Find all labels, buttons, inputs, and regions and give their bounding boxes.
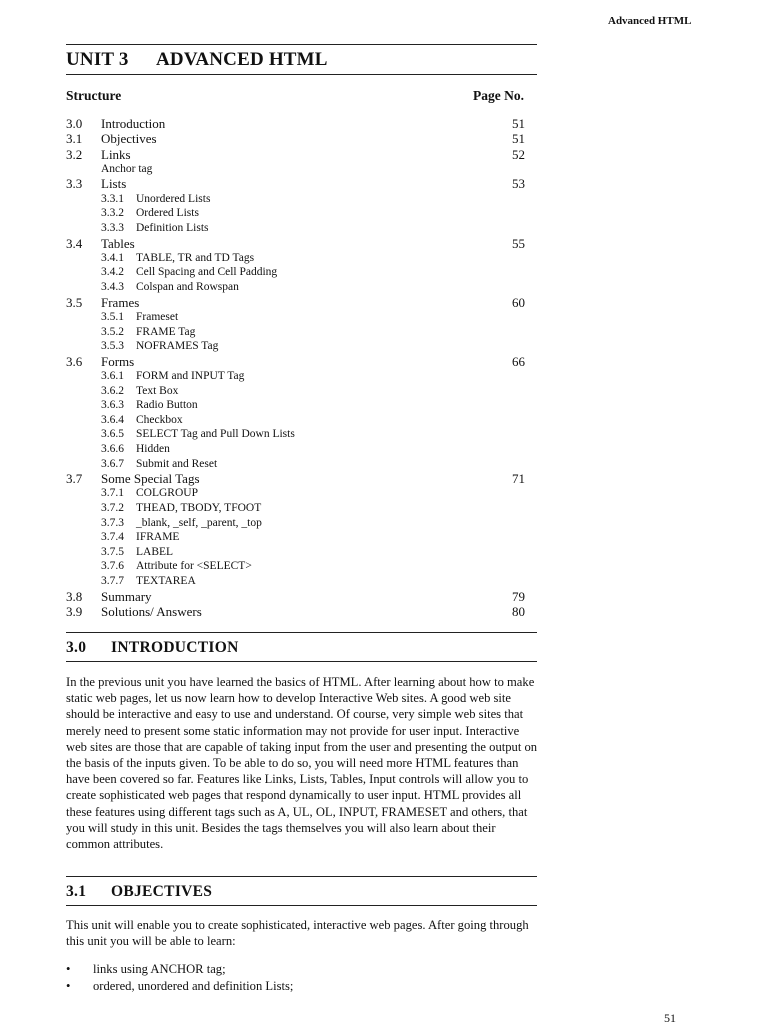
toc-entry-page: 60 [512,294,525,310]
toc-subentry-number: 3.3.2 [101,207,124,220]
toc-subentry-number: 3.6.1 [101,370,124,383]
toc-subentry [66,206,525,221]
toc-subentry-number: 3.4.1 [101,251,124,264]
section-number: 3.0 [66,639,87,656]
toc-entry-number: 3.8 [66,588,83,604]
objectives-paragraph: This unit will enable you to create sophisticated, interactive web pages. After going through this unit you will be able to learn: [66,918,529,949]
toc-subentry [66,457,525,472]
bullet-icon: • [66,962,71,976]
toc-entry-number: 3.0 [66,116,83,131]
unit-title [66,49,328,71]
toc-subentry-label: TABLE, TR and TD Tags [136,251,255,264]
unit-number: UNIT 3 [66,49,129,70]
divider [66,876,537,877]
toc-subentry-label: SELECT Tag and Pull Down Lists [136,428,295,441]
toc-subentry-label: Text Box [136,384,179,397]
toc-subentry-number: 3.7.5 [101,545,124,558]
toc-subentry-label: IFRAME [136,531,180,544]
running-header: Advanced HTML [608,15,692,27]
toc-entry-page: 52 [512,146,525,162]
toc-subentry-label: Submit and Reset [136,457,218,470]
toc-entry-label: Tables [101,235,135,251]
toc-entry [66,116,525,131]
toc-subentry-label: Ordered Lists [136,207,199,220]
toc-subentry [66,574,525,589]
toc-subentry [66,530,525,545]
divider [66,661,537,662]
structure-label: Structure [66,88,122,103]
toc-subentry-label: Frameset [136,310,179,323]
toc-entry-page: 51 [512,116,525,131]
page-number: 51 [664,1011,676,1025]
toc-subentry-number: 3.7.4 [101,531,124,544]
toc-entry-number: 3.7 [66,471,83,487]
toc-entry [66,236,525,251]
section-heading-objectives [66,883,212,901]
toc-entry-label: Solutions/ Answers [101,603,202,619]
toc-entry [66,604,525,619]
toc-subentry-label: LABEL [136,545,174,558]
toc-subentry-number: 3.6.4 [101,413,124,426]
toc-subentry-number: 3.7.1 [101,487,124,500]
section-number: 3.1 [66,883,87,900]
toc-subentry [66,192,525,207]
toc-subentry-label: FRAME Tag [136,325,196,338]
toc-subentry [66,413,525,428]
unit-name: ADVANCED HTML [156,49,328,70]
toc-subentry-label: Radio Button [136,399,198,412]
toc-subentry-number: 3.3.1 [101,192,124,205]
toc-subentry [66,339,525,354]
toc-subentry-number: 3.7.2 [101,502,124,515]
toc-subentry-label: Attribute for <SELECT> [136,560,252,573]
introduction-paragraph: In the previous unit you have learned the basics of HTML. After learning about how to make static web pages, let us now learn how to develop Interactive Web sites. A good web site should be interactive and easy to use and understand. Of course, very simple web sites that merely need to present some static information may not provide for user input. Interactive web sites are those that are capable of taking input from the user and presenting the output on the basis of the inputs given. To be able to do so, you will need more HTML features than have been covered so far. Features like Links, Lists, Tables, Input controls will allow you to create sophisticated web pages that respond dynamically to user input. HTML provides all these features using different tags such as A, UL, OL, INPUT, FRAMESET and others, that you will study in this unit. Besides the tags themselves you will also learn about their common attributes. [66,675,538,852]
divider [66,905,537,906]
divider [66,632,537,633]
toc-subentry-number: 3.5.1 [101,310,124,323]
section-heading-introduction [66,639,239,657]
toc-subentry-number: 3.6.3 [101,399,124,412]
toc-subentry-number: 3.4.2 [101,266,124,279]
toc-entry-label: Some Special Tags [101,471,200,487]
toc-entry-number: 3.2 [66,146,83,162]
toc-entry [66,354,525,369]
toc-subentry-label: Checkbox [136,413,183,426]
list-item [66,961,536,978]
toc-entry-page: 53 [512,176,525,192]
toc-subentry-label: COLGROUP [136,487,198,500]
section-title: INTRODUCTION [111,639,239,656]
toc-subentry [66,310,525,325]
toc-entry-label: Frames [101,294,140,310]
toc-subentry-number: 3.4.3 [101,281,124,294]
toc-entry-label: Links [101,146,131,162]
toc-subentry-label: Hidden [136,442,170,455]
toc-subentry-number: 3.5.2 [101,325,124,338]
toc-subentry-label: TEXTAREA [136,575,196,588]
toc-subentry-label: NOFRAMES Tag [136,340,219,353]
toc-entry [66,471,525,486]
toc-subentry [66,516,525,531]
toc-entry-number: 3.3 [66,176,83,192]
toc-subentry [66,162,525,177]
toc-subentry [66,545,525,560]
toc-subentry-label: Cell Spacing and Cell Padding [136,266,278,279]
toc-subentry [66,384,525,399]
toc-subentry-label: THEAD, TBODY, TFOOT [136,502,262,515]
toc-subentry-number: 3.6.6 [101,442,124,455]
toc-subentry [66,501,525,516]
divider [66,74,537,75]
toc-subentry-number: 3.7.7 [101,575,124,588]
toc-subentry [66,427,525,442]
table-of-contents [66,116,525,619]
page-no-label: Page No. [473,88,524,103]
objectives-list [66,961,536,995]
toc-subentry [66,221,525,236]
toc-entry-page: 55 [512,235,525,251]
toc-entry-page: 66 [512,353,525,369]
toc-entry-page: 51 [512,131,525,147]
toc-entry-number: 3.9 [66,603,83,619]
toc-subentry-label: Anchor tag [101,162,153,175]
section-title: OBJECTIVES [111,883,213,900]
toc-entry [66,589,525,604]
toc-entry [66,131,525,146]
list-item-text: links using ANCHOR tag; [93,962,226,976]
list-item-text: ordered, unordered and definition Lists; [93,979,294,993]
toc-entry [66,147,525,162]
toc-subentry-number: 3.6.2 [101,384,124,397]
toc-subentry-number: 3.7.3 [101,516,124,529]
toc-subentry-label: _blank, _self, _parent, _top [136,516,262,529]
toc-subentry-number: 3.7.6 [101,560,124,573]
toc-subentry-number: 3.6.7 [101,457,124,470]
toc-subentry [66,486,525,501]
toc-entry-number: 3.1 [66,131,83,147]
toc-subentry-number: 3.3.3 [101,221,124,234]
toc-entry-page: 79 [512,588,525,604]
toc-subentry [66,251,525,266]
toc-subentry [66,559,525,574]
toc-subentry [66,398,525,413]
divider [66,44,537,45]
toc-subentry-number: 3.5.3 [101,340,124,353]
toc-entry-label: Summary [101,588,152,604]
toc-subentry [66,369,525,384]
toc-subentry [66,265,525,280]
toc-subentry-number: 3.6.5 [101,428,124,441]
toc-entry-number: 3.6 [66,353,83,369]
toc-subentry-label: Colspan and Rowspan [136,281,239,294]
toc-subentry-label: Unordered Lists [136,192,211,205]
toc-entry-page: 71 [512,471,525,487]
toc-entry-page: 80 [512,603,525,619]
toc-entry-label: Objectives [101,131,157,147]
toc-subentry [66,280,525,295]
toc-entry [66,295,525,310]
toc-entry-label: Lists [101,176,127,192]
list-item [66,978,536,995]
toc-header [66,88,524,104]
bullet-icon: • [66,979,71,993]
toc-entry-number: 3.4 [66,235,83,251]
toc-subentry-label: FORM and INPUT Tag [136,370,245,383]
toc-entry-number: 3.5 [66,294,83,310]
toc-entry-label: Introduction [101,116,166,131]
toc-subentry-label: Definition Lists [136,221,209,234]
toc-subentry [66,442,525,457]
toc-entry-label: Forms [101,353,135,369]
toc-subentry [66,325,525,340]
toc-entry [66,176,525,191]
